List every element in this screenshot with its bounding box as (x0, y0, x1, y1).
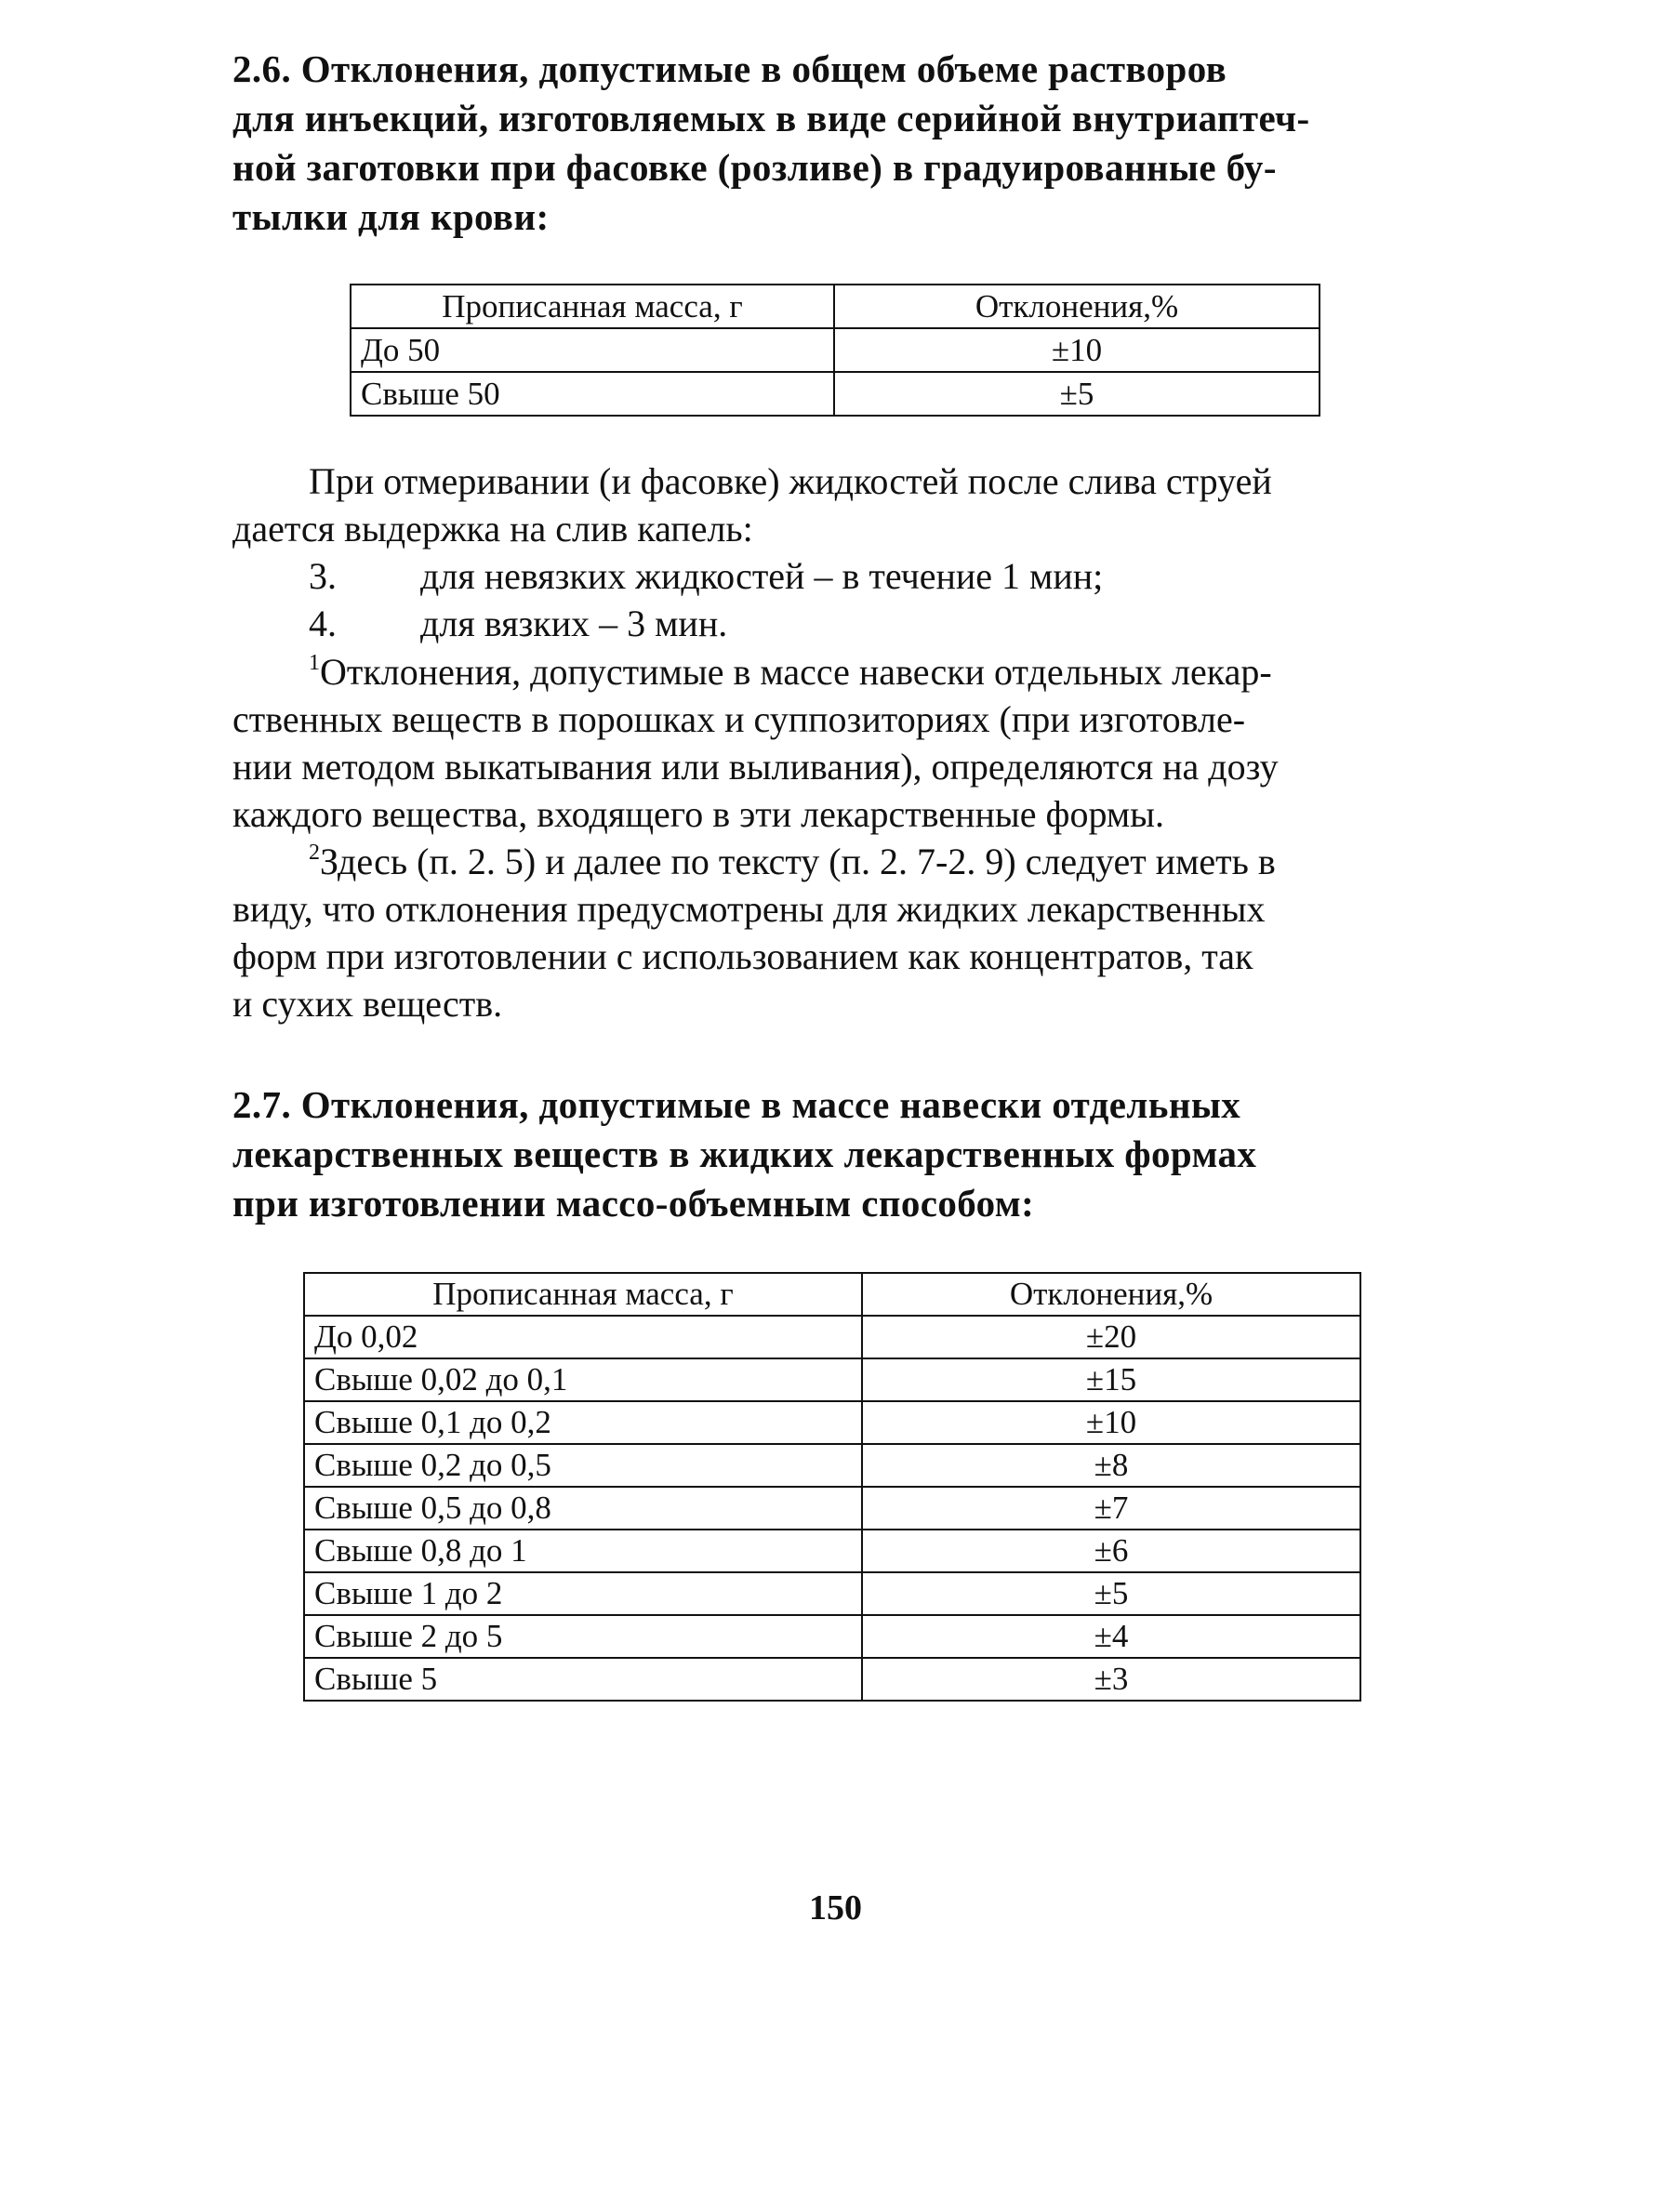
mass-cell: Свыше 0,8 до 1 (304, 1530, 862, 1572)
list-number: 3. (309, 555, 337, 597)
mass-cell: Свыше 0,1 до 0,2 (304, 1401, 862, 1444)
heading-line: лекарственных веществ в жидких лекарственных формах (232, 1132, 1257, 1175)
heading-line: 2.7. Отклонения, допустимые в массе навески отдельных (232, 1083, 1241, 1126)
footnote-marker: 1 (309, 651, 320, 675)
deviation-cell: ±10 (862, 1401, 1360, 1444)
list-item (232, 552, 1432, 600)
table-row (304, 1615, 1360, 1658)
column-header-deviation: Отклонения,% (862, 1273, 1360, 1316)
drip-intro-paragraph (232, 457, 1432, 552)
paragraph-line: $^1$Отклонения, допустимые в массе навески отдельных лекар- (309, 651, 1272, 693)
mass-cell: Свыше 1 до 2 (304, 1572, 862, 1615)
deviation-cell: ±5 (862, 1572, 1360, 1615)
paragraph-line: и сухих веществ. (232, 983, 503, 1025)
mass-volume-deviation-table (303, 1272, 1361, 1702)
heading-line: для инъекций, изготовляемых в виде серийной внутриаптеч- (232, 97, 1310, 139)
column-header-mass: Прописанная масса, г (351, 285, 834, 328)
section-2-7-heading (232, 1080, 1432, 1228)
injection-deviation-table (350, 284, 1320, 417)
mass-cell: До 0,02 (304, 1316, 862, 1358)
mass-cell: Свыше 0,02 до 0,1 (304, 1358, 862, 1401)
paragraph-line: $^2$Здесь (п. 2. 5) и далее по тексту (п. 2. 7-2. 9) следует иметь в (309, 841, 1276, 882)
list-item (232, 600, 1432, 647)
list-text: для невязких жидкостей – в течение 1 мин; (420, 555, 1104, 597)
paragraph-line: При отмеривании (и фасовке) жидкостей после слива струей (309, 460, 1272, 502)
table-header-row (351, 285, 1320, 328)
deviation-cell: ±7 (862, 1487, 1360, 1530)
mass-cell: Свыше 0,5 до 0,8 (304, 1487, 862, 1530)
column-header-deviation: Отклонения,% (834, 285, 1320, 328)
drip-time-list (232, 552, 1432, 647)
table-row (304, 1316, 1360, 1358)
paragraph-line: виду, что отклонения предусмотрены для жидких лекарственных (232, 888, 1266, 930)
mass-cell: Свыше 50 (351, 372, 834, 416)
paragraph-line: дается выдержка на слив капель: (232, 508, 753, 550)
table-row (351, 372, 1320, 416)
paragraph-line: ственных веществ в порошках и суппозиториях (при изготовле- (232, 698, 1246, 740)
table-row (304, 1572, 1360, 1615)
table-row (304, 1444, 1360, 1487)
footnote-2 (232, 838, 1432, 1027)
paragraph-line: нии методом выкатывания или выливания), определяются на дозу (232, 746, 1279, 788)
table-header-row (304, 1273, 1360, 1316)
table-row (304, 1658, 1360, 1701)
column-header-mass: Прописанная масса, г (304, 1273, 862, 1316)
heading-line: ной заготовки при фасовке (розливе) в градуированные бу- (232, 146, 1277, 189)
paragraph-line: каждого вещества, входящего в эти лекарственные формы. (232, 793, 1165, 835)
footnote-1 (232, 648, 1432, 838)
mass-cell: Свыше 0,2 до 0,5 (304, 1444, 862, 1487)
page-number: 150 (809, 1888, 862, 1927)
deviation-cell: ±3 (862, 1658, 1360, 1701)
heading-line: 2.6. Отклонения, допустимые в общем объеме растворов (232, 47, 1227, 90)
mass-cell: До 50 (351, 328, 834, 372)
deviation-cell: ±15 (862, 1358, 1360, 1401)
mass-cell: Свыше 2 до 5 (304, 1615, 862, 1658)
table-row (304, 1530, 1360, 1572)
deviation-cell: ±6 (862, 1530, 1360, 1572)
deviation-cell: ±5 (834, 372, 1320, 416)
paragraph-line: форм при изготовлении с использованием как концентратов, так (232, 935, 1253, 977)
footnote-marker: 2 (309, 841, 320, 865)
table-row (304, 1401, 1360, 1444)
mass-cell: Свыше 5 (304, 1658, 862, 1701)
deviation-cell: ±20 (862, 1316, 1360, 1358)
list-text: для вязких – 3 мин. (420, 603, 728, 644)
deviation-cell: ±4 (862, 1615, 1360, 1658)
table-row (304, 1358, 1360, 1401)
heading-line: при изготовлении массо-объемным способом: (232, 1182, 1035, 1225)
table-row (304, 1487, 1360, 1530)
table-row (351, 328, 1320, 372)
deviation-cell: ±10 (834, 328, 1320, 372)
deviation-cell: ±8 (862, 1444, 1360, 1487)
list-number: 4. (309, 603, 337, 644)
section-2-6-heading (232, 45, 1432, 242)
table-body (304, 1316, 1360, 1701)
heading-line: тылки для крови: (232, 195, 550, 238)
